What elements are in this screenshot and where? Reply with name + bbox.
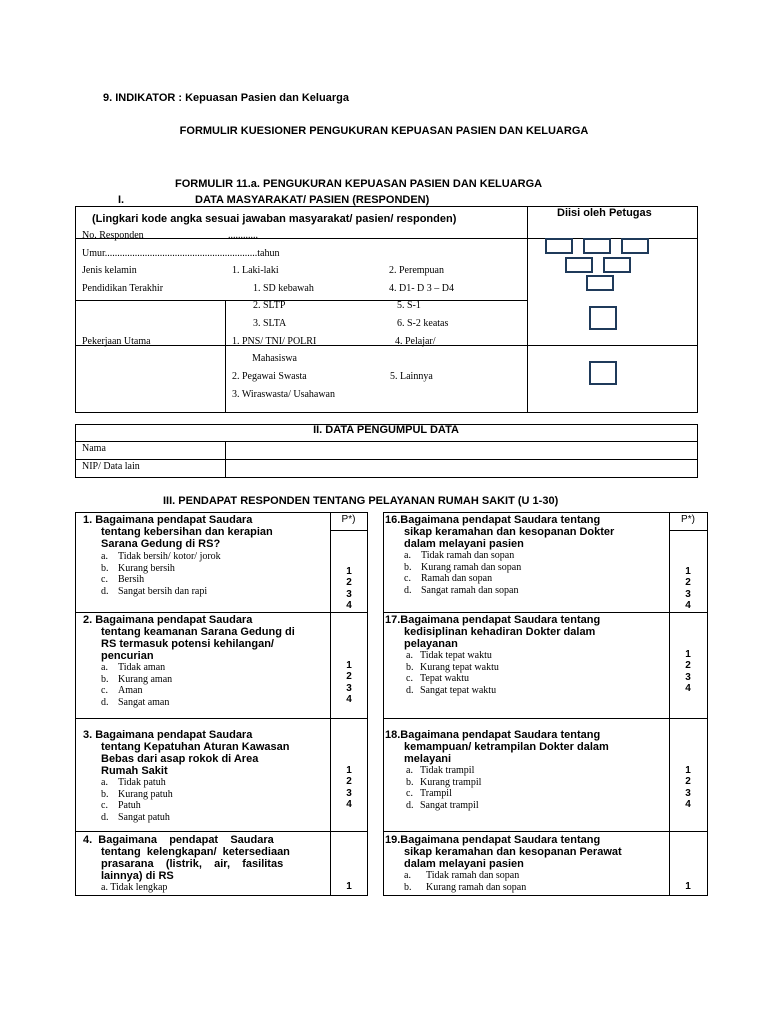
answer-option[interactable] xyxy=(385,882,667,894)
option-letter: b. xyxy=(404,561,412,573)
score-column-q3 xyxy=(339,765,359,810)
option-letter: d. xyxy=(101,697,109,709)
score-column-q19 xyxy=(678,881,698,892)
option-text: Tidak patuh xyxy=(118,777,166,788)
score-column-q4 xyxy=(339,881,359,892)
answer-option[interactable] xyxy=(385,662,667,674)
code-box-umur-1[interactable] xyxy=(565,257,593,273)
answer-option[interactable] xyxy=(83,563,328,575)
option-text: Tepat waktu xyxy=(420,673,470,685)
section3-title: III. PENDAPAT RESPONDEN TENTANG PELAYANAN RUMAH SAKIT (U 1-30) xyxy=(163,495,559,507)
option-letter: c. xyxy=(101,685,108,697)
option-text: Tidak trampil xyxy=(420,765,475,776)
code-box-jenis-kelamin[interactable] xyxy=(586,275,614,291)
question-2 xyxy=(83,614,328,709)
option-text: Sangat aman xyxy=(118,697,170,709)
option-text: Patuh xyxy=(118,800,141,812)
option-letter: d. xyxy=(101,586,109,598)
option-text: Sangat bersih dan rapi xyxy=(118,586,208,598)
option-letter: b. xyxy=(101,673,109,685)
score-value[interactable]: 3 xyxy=(346,588,352,600)
pendidikan-option-2[interactable]: 2. SLTP xyxy=(253,300,286,311)
score-value[interactable]: 2 xyxy=(685,776,691,788)
jenis-kelamin-label: Jenis kelamin xyxy=(82,265,137,276)
answer-option[interactable] xyxy=(83,685,328,697)
score-value[interactable]: 2 xyxy=(685,660,691,672)
code-box-responden-2[interactable] xyxy=(583,238,611,254)
option-letter: a. xyxy=(406,765,413,776)
umur-field[interactable]: Umur.............................................................tahun xyxy=(82,248,280,259)
answer-option[interactable] xyxy=(385,788,667,800)
answer-option[interactable] xyxy=(385,800,667,812)
question-3 xyxy=(83,729,328,824)
pendidikan-option-6[interactable]: 6. S-2 keatas xyxy=(397,318,449,329)
question-title-line: kemampuan/ ketrampilan Dokter dalam xyxy=(404,741,609,753)
pekerjaan-option-4-cont: Mahasiswa xyxy=(252,353,297,364)
answer-option[interactable] xyxy=(385,585,667,597)
pendidikan-label: Pendidikan Terakhir xyxy=(82,283,164,294)
option-text: Trampil xyxy=(420,788,452,800)
pendidikan-option-5[interactable]: 5. S-1 xyxy=(397,300,421,311)
score-column-q16 xyxy=(678,566,698,611)
question-title-line: melayani xyxy=(404,753,452,765)
question-title-line: 1. Bagaimana pendapat Saudara xyxy=(83,514,253,526)
option-letter: a. xyxy=(101,777,108,788)
option-letter: b. xyxy=(101,562,109,574)
option-text: Kurang ramah dan sopan xyxy=(421,561,522,573)
form-subtitle: FORMULIR 11.a. PENGUKURAN KEPUASAN PASIEN DAN KELUARGA xyxy=(175,178,543,190)
option-text: Kurang patuh xyxy=(118,788,173,800)
answer-option[interactable] xyxy=(83,812,328,824)
score-value[interactable]: 4 xyxy=(685,599,691,611)
question-title-line: kedisiplinan kehadiran Dokter dalam xyxy=(404,626,596,638)
score-value[interactable]: 1 xyxy=(346,881,352,892)
option-text: Kurang bersih xyxy=(118,562,175,574)
question-title-line: dalam melayani pasien xyxy=(404,538,524,550)
jk-option-2[interactable]: 2. Perempuan xyxy=(389,265,444,276)
nip-label: NIP/ Data lain xyxy=(82,461,140,472)
option-text: Bersih xyxy=(118,574,145,586)
nip-input[interactable] xyxy=(226,460,696,476)
answer-option[interactable] xyxy=(83,800,328,812)
score-value[interactable]: 2 xyxy=(346,776,352,788)
score-column-q17 xyxy=(678,649,698,694)
question-title-line: pelayanan xyxy=(404,638,458,650)
answer-option[interactable]: a. Tidak lengkap xyxy=(101,882,168,893)
answer-option[interactable] xyxy=(83,789,328,801)
option-letter: a. xyxy=(101,551,108,562)
score-value[interactable]: 1 xyxy=(685,566,691,577)
question-title-line: sikap keramahan dan kesopanan Perawat xyxy=(404,846,622,858)
option-text: Tidak ramah dan sopan xyxy=(421,550,515,561)
indikator-heading: 9. INDIKATOR : Kepuasan Pasien dan Keluarga xyxy=(103,92,349,104)
form-title: FORMULIR KUESIONER PENGUKURAN KEPUASAN PASIEN DAN KELUARGA xyxy=(179,125,589,137)
answer-option[interactable] xyxy=(83,586,328,598)
question-title-line: 18.Bagaimana pendapat Saudara tentang xyxy=(385,729,601,741)
answer-option[interactable] xyxy=(83,551,328,563)
score-value[interactable]: 3 xyxy=(346,787,352,799)
question-title-line: prasarana (listrik, air, fasilitas xyxy=(101,858,284,870)
score-value[interactable]: 3 xyxy=(685,671,691,683)
question-17 xyxy=(385,614,667,697)
question-title-line: Rumah Sakit xyxy=(101,765,168,777)
score-value[interactable]: 4 xyxy=(346,693,352,705)
code-box-pendidikan[interactable] xyxy=(589,306,617,330)
option-letter: c. xyxy=(101,800,108,812)
answer-option[interactable] xyxy=(83,777,328,789)
pekerjaan-option-3[interactable]: 3. Wiraswasta/ Usahawan xyxy=(232,389,335,400)
code-box-pekerjaan[interactable] xyxy=(589,361,617,385)
option-letter: a. xyxy=(404,550,411,561)
answer-option[interactable] xyxy=(385,777,667,789)
option-letter: a. xyxy=(406,650,413,661)
option-text: Tidak tepat waktu xyxy=(420,650,492,661)
p-header-right: P*) xyxy=(681,514,695,525)
pendidikan-option-1[interactable]: 1. SD kebawah xyxy=(253,283,314,294)
option-letter: a. xyxy=(404,870,411,881)
question-title-line: 2. Bagaimana pendapat Saudara xyxy=(83,614,253,626)
question-title-line: 19.Bagaimana pendapat Saudara tentang xyxy=(385,834,601,846)
question-title-line: 16.Bagaimana pendapat Saudara tentang xyxy=(385,514,601,526)
code-box-responden-1[interactable] xyxy=(545,238,573,254)
option-text: Sangat patuh xyxy=(118,812,170,824)
question-title-line: sikap keramahan dan kesopanan Dokter xyxy=(404,526,615,538)
pekerjaan-label: Pekerjaan Utama xyxy=(82,336,151,347)
question-title-line: 3. Bagaimana pendapat Saudara xyxy=(83,729,253,741)
option-text: Kurang tepat waktu xyxy=(420,661,499,673)
question-18 xyxy=(385,729,667,812)
no-responden-dots: ............ xyxy=(228,230,258,241)
option-letter: c. xyxy=(101,574,108,586)
jk-option-1[interactable]: 1. Laki-laki xyxy=(232,265,279,276)
question-19 xyxy=(385,834,667,893)
option-letter: c. xyxy=(406,788,413,800)
score-value[interactable]: 4 xyxy=(685,682,691,694)
pekerjaan-option-1[interactable]: 1. PNS/ TNI/ POLRI xyxy=(232,336,317,347)
answer-option[interactable] xyxy=(385,870,667,882)
pendidikan-option-4[interactable]: 4. D1- D 3 – D4 xyxy=(389,283,454,294)
option-letter: d. xyxy=(404,585,412,597)
score-value[interactable]: 3 xyxy=(346,682,352,694)
question-title-line: pencurian xyxy=(101,650,154,662)
option-letter: b. xyxy=(406,776,414,788)
question-title-line: tentang keamanan Sarana Gedung di xyxy=(101,626,295,638)
option-letter: a. xyxy=(101,662,108,673)
question-title-line: RS termasuk potensi kehilangan/ xyxy=(101,638,274,650)
score-value[interactable]: 2 xyxy=(685,577,691,589)
answer-option[interactable] xyxy=(385,673,667,685)
pekerjaan-option-2[interactable]: 2. Pegawai Swasta xyxy=(232,371,307,382)
pekerjaan-option-4[interactable]: 4. Pelajar/ xyxy=(395,336,436,347)
option-text: Tidak bersih/ kotor/ jorok xyxy=(118,551,221,562)
answer-option[interactable] xyxy=(385,685,667,697)
answer-option[interactable] xyxy=(385,573,667,585)
section1-number: I. xyxy=(118,194,125,206)
score-value[interactable]: 1 xyxy=(346,566,352,577)
score-value[interactable]: 2 xyxy=(346,671,352,683)
p-header-left: P*) xyxy=(341,514,356,525)
option-text: Sangat ramah dan sopan xyxy=(421,585,519,597)
code-box-responden-3[interactable] xyxy=(621,238,649,254)
option-letter: b. xyxy=(101,788,109,800)
no-responden-label: No. Responden xyxy=(82,230,144,241)
pekerjaan-option-5[interactable]: 5. Lainnya xyxy=(390,371,433,382)
petugas-label: Diisi oleh Petugas xyxy=(557,207,652,219)
option-letter: b. xyxy=(404,881,412,893)
option-text: Tidak ramah dan sopan xyxy=(426,870,520,881)
option-letter: b. xyxy=(406,661,414,673)
question-title-line: Bebas dari asap rokok di Area xyxy=(101,753,259,765)
score-value[interactable]: 1 xyxy=(685,881,691,892)
option-text: Kurang trampil xyxy=(420,776,482,788)
answer-option[interactable] xyxy=(83,662,328,674)
option-letter: d. xyxy=(101,812,109,824)
section2-title: II. DATA PENGUMPUL DATA xyxy=(313,424,459,436)
score-value[interactable]: 1 xyxy=(346,660,352,671)
option-letter: c. xyxy=(406,673,413,685)
option-letter: c. xyxy=(404,573,411,585)
score-value[interactable]: 3 xyxy=(685,787,691,799)
option-text: Tidak aman xyxy=(118,662,166,673)
score-column-q18 xyxy=(678,765,698,810)
score-value[interactable]: 2 xyxy=(346,577,352,589)
question-title-line: 4. Bagaimana pendapat Saudara xyxy=(83,834,274,846)
section1-title: DATA MASYARAKAT/ PASIEN (RESPONDEN) xyxy=(195,194,430,206)
question-title-line: tentang Kepatuhan Aturan Kawasan xyxy=(101,741,290,753)
instruction-text: (Lingkari kode angka sesuai jawaban masyarakat/ pasien/ responden) xyxy=(92,213,457,225)
score-value[interactable]: 4 xyxy=(346,599,352,611)
question-title-line: tentang kebersihan dan kerapian xyxy=(101,526,273,538)
answer-option[interactable] xyxy=(83,674,328,686)
question-1 xyxy=(83,514,328,598)
answer-option[interactable] xyxy=(385,650,667,662)
score-value[interactable]: 1 xyxy=(685,649,691,660)
option-text: Ramah dan sopan xyxy=(421,573,493,585)
option-text: Kurang ramah dan sopan xyxy=(426,881,527,893)
score-value[interactable]: 3 xyxy=(685,588,691,600)
option-text: Sangat tepat waktu xyxy=(420,685,497,697)
score-column-q1 xyxy=(339,566,359,611)
answer-option[interactable] xyxy=(385,550,667,562)
option-text: Kurang aman xyxy=(118,673,173,685)
question-4 xyxy=(83,834,328,894)
score-value[interactable]: 4 xyxy=(346,798,352,810)
answer-option[interactable] xyxy=(385,562,667,574)
answer-option[interactable] xyxy=(83,574,328,586)
option-text: Aman xyxy=(118,685,143,697)
option-letter: d. xyxy=(406,685,414,697)
answer-option[interactable] xyxy=(385,765,667,777)
question-title-line: lainnya) di RS xyxy=(101,870,174,882)
question-16 xyxy=(385,514,667,597)
answer-option[interactable] xyxy=(83,697,328,709)
score-value[interactable]: 1 xyxy=(346,765,352,776)
score-column-q2 xyxy=(339,660,359,705)
nama-label: Nama xyxy=(82,443,106,454)
score-value[interactable]: 1 xyxy=(685,765,691,776)
code-box-umur-2[interactable] xyxy=(603,257,631,273)
nama-input[interactable] xyxy=(226,442,696,458)
question-title-line: dalam melayani pasien xyxy=(404,858,524,870)
pendidikan-option-3[interactable]: 3. SLTA xyxy=(253,318,287,329)
question-title-line: tentang kelengkapan/ ketersediaan xyxy=(101,846,290,858)
question-title-line: 17.Bagaimana pendapat Saudara tentang xyxy=(385,614,601,626)
score-value[interactable]: 4 xyxy=(685,798,691,810)
option-letter: d. xyxy=(406,800,414,812)
question-title-line: Sarana Gedung di RS? xyxy=(101,538,221,550)
option-text: Sangat trampil xyxy=(420,800,479,812)
